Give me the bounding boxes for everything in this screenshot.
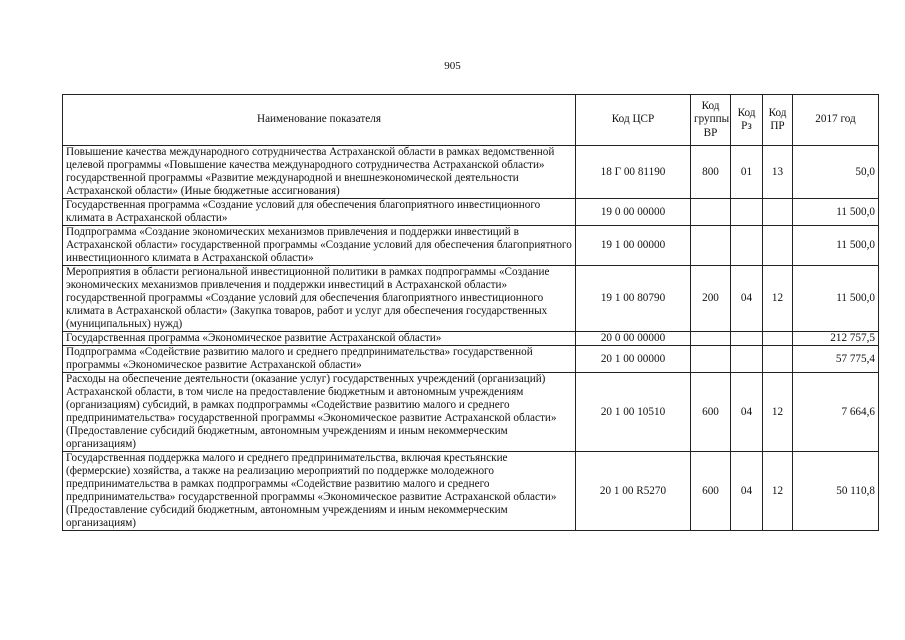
- header-name: Наименование показателя: [63, 95, 576, 146]
- row-pr: 12: [763, 452, 793, 531]
- row-rz: [731, 199, 763, 226]
- header-vr: Код группы ВР: [691, 95, 731, 146]
- row-amount: 11 500,0: [793, 199, 879, 226]
- table-header-row: [63, 95, 879, 146]
- row-name: Государственная программа «Создание условий для обеспечения благоприятного инвестиционного климата в Астраханской области»: [63, 199, 576, 226]
- row-rz: 04: [731, 373, 763, 452]
- table-row: [63, 346, 879, 373]
- row-csr: 18 Г 00 81190: [576, 146, 691, 199]
- row-pr: 13: [763, 146, 793, 199]
- page-number: 905: [444, 60, 461, 72]
- row-pr: 12: [763, 266, 793, 332]
- row-vr: 600: [691, 373, 731, 452]
- budget-table: [62, 94, 879, 531]
- row-csr: 19 0 00 00000: [576, 199, 691, 226]
- row-amount: 212 757,5: [793, 332, 879, 346]
- row-rz: [731, 346, 763, 373]
- header-pr: Код ПР: [763, 95, 793, 146]
- header-year: 2017 год: [793, 95, 879, 146]
- row-amount: 57 775,4: [793, 346, 879, 373]
- row-rz: [731, 332, 763, 346]
- table-row: [63, 199, 879, 226]
- row-name: Мероприятия в области региональной инвестиционной политики в рамках подпрограммы «Создание экономических механизмов привлечения и поддержки инвестиций в Астраханской области» государственной программы «Создание условий для обеспечения благоприятного инвестиционного климата в Астраханской области» (Закупка товаров, работ и услуг для обеспечения государственных (муниципальных) нужд): [63, 266, 576, 332]
- row-vr: [691, 346, 731, 373]
- row-amount: 11 500,0: [793, 226, 879, 266]
- row-amount: 50 110,8: [793, 452, 879, 531]
- row-pr: [763, 332, 793, 346]
- row-rz: 04: [731, 452, 763, 531]
- row-csr: 20 1 00 10510: [576, 373, 691, 452]
- row-vr: [691, 199, 731, 226]
- row-csr: 20 1 00 00000: [576, 346, 691, 373]
- row-rz: 01: [731, 146, 763, 199]
- row-vr: 200: [691, 266, 731, 332]
- row-vr: 800: [691, 146, 731, 199]
- row-pr: 12: [763, 373, 793, 452]
- table-row: [63, 146, 879, 199]
- row-name: Расходы на обеспечение деятельности (оказание услуг) государственных учреждений (организаций) Астраханской области, в том числе на предоставление бюджетным и автономным учреждениям (организациям) субсидий, в рамках подпрограммы «Содействие развитию малого и среднего предпринимательства» государственной программы «Экономическое развитие Астраханской области» (Предоставление субсидий бюджетным, автономным учреждениям и иным некоммерческим организациям): [63, 373, 576, 452]
- header-csr: Код ЦСР: [576, 95, 691, 146]
- row-csr: 20 1 00 R5270: [576, 452, 691, 531]
- row-amount: 7 664,6: [793, 373, 879, 452]
- row-pr: [763, 226, 793, 266]
- table-row: [63, 452, 879, 531]
- row-vr: [691, 226, 731, 266]
- table-row: [63, 226, 879, 266]
- row-rz: [731, 226, 763, 266]
- row-vr: 600: [691, 452, 731, 531]
- header-rz: Код Рз: [731, 95, 763, 146]
- row-name: Государственная поддержка малого и среднего предпринимательства, включая крестьянские (фермерские) хозяйства, а также на реализацию мероприятий по поддержке молодежного предпринимательства в рамках подпрограммы «Содействие развитию малого и среднего предпринимательства» государственной программы «Экономическое развитие Астраханской области» (Предоставление субсидий бюджетным, автономным учреждениям и иным некоммерческим организациям): [63, 452, 576, 531]
- row-pr: [763, 346, 793, 373]
- row-csr: 19 1 00 80790: [576, 266, 691, 332]
- row-amount: 11 500,0: [793, 266, 879, 332]
- row-name: Подпрограмма «Содействие развитию малого и среднего предпринимательства» государственной программы «Экономическое развитие Астраханской области»: [63, 346, 576, 373]
- row-name: Подпрограмма «Создание экономических механизмов привлечения и поддержки инвестиций в Астраханской области» государственной программы «Создание условий для обеспечения благоприятного инвестиционного климата в Астраханской области»: [63, 226, 576, 266]
- row-rz: 04: [731, 266, 763, 332]
- row-csr: 19 1 00 00000: [576, 226, 691, 266]
- row-csr: 20 0 00 00000: [576, 332, 691, 346]
- row-pr: [763, 199, 793, 226]
- row-vr: [691, 332, 731, 346]
- row-name: Государственная программа «Экономическое развитие Астраханской области»: [63, 332, 576, 346]
- table-row: [63, 373, 879, 452]
- row-amount: 50,0: [793, 146, 879, 199]
- table-row: [63, 266, 879, 332]
- row-name: Повышение качества международного сотрудничества Астраханской области в рамках ведомственной целевой программы «Повышение качества международного сотрудничества Астраханской области» государственной программы «Развитие международной и внешнеэкономической деятельности Астраханской области» (Иные бюджетные ассигнования): [63, 146, 576, 199]
- table-row: [63, 332, 879, 346]
